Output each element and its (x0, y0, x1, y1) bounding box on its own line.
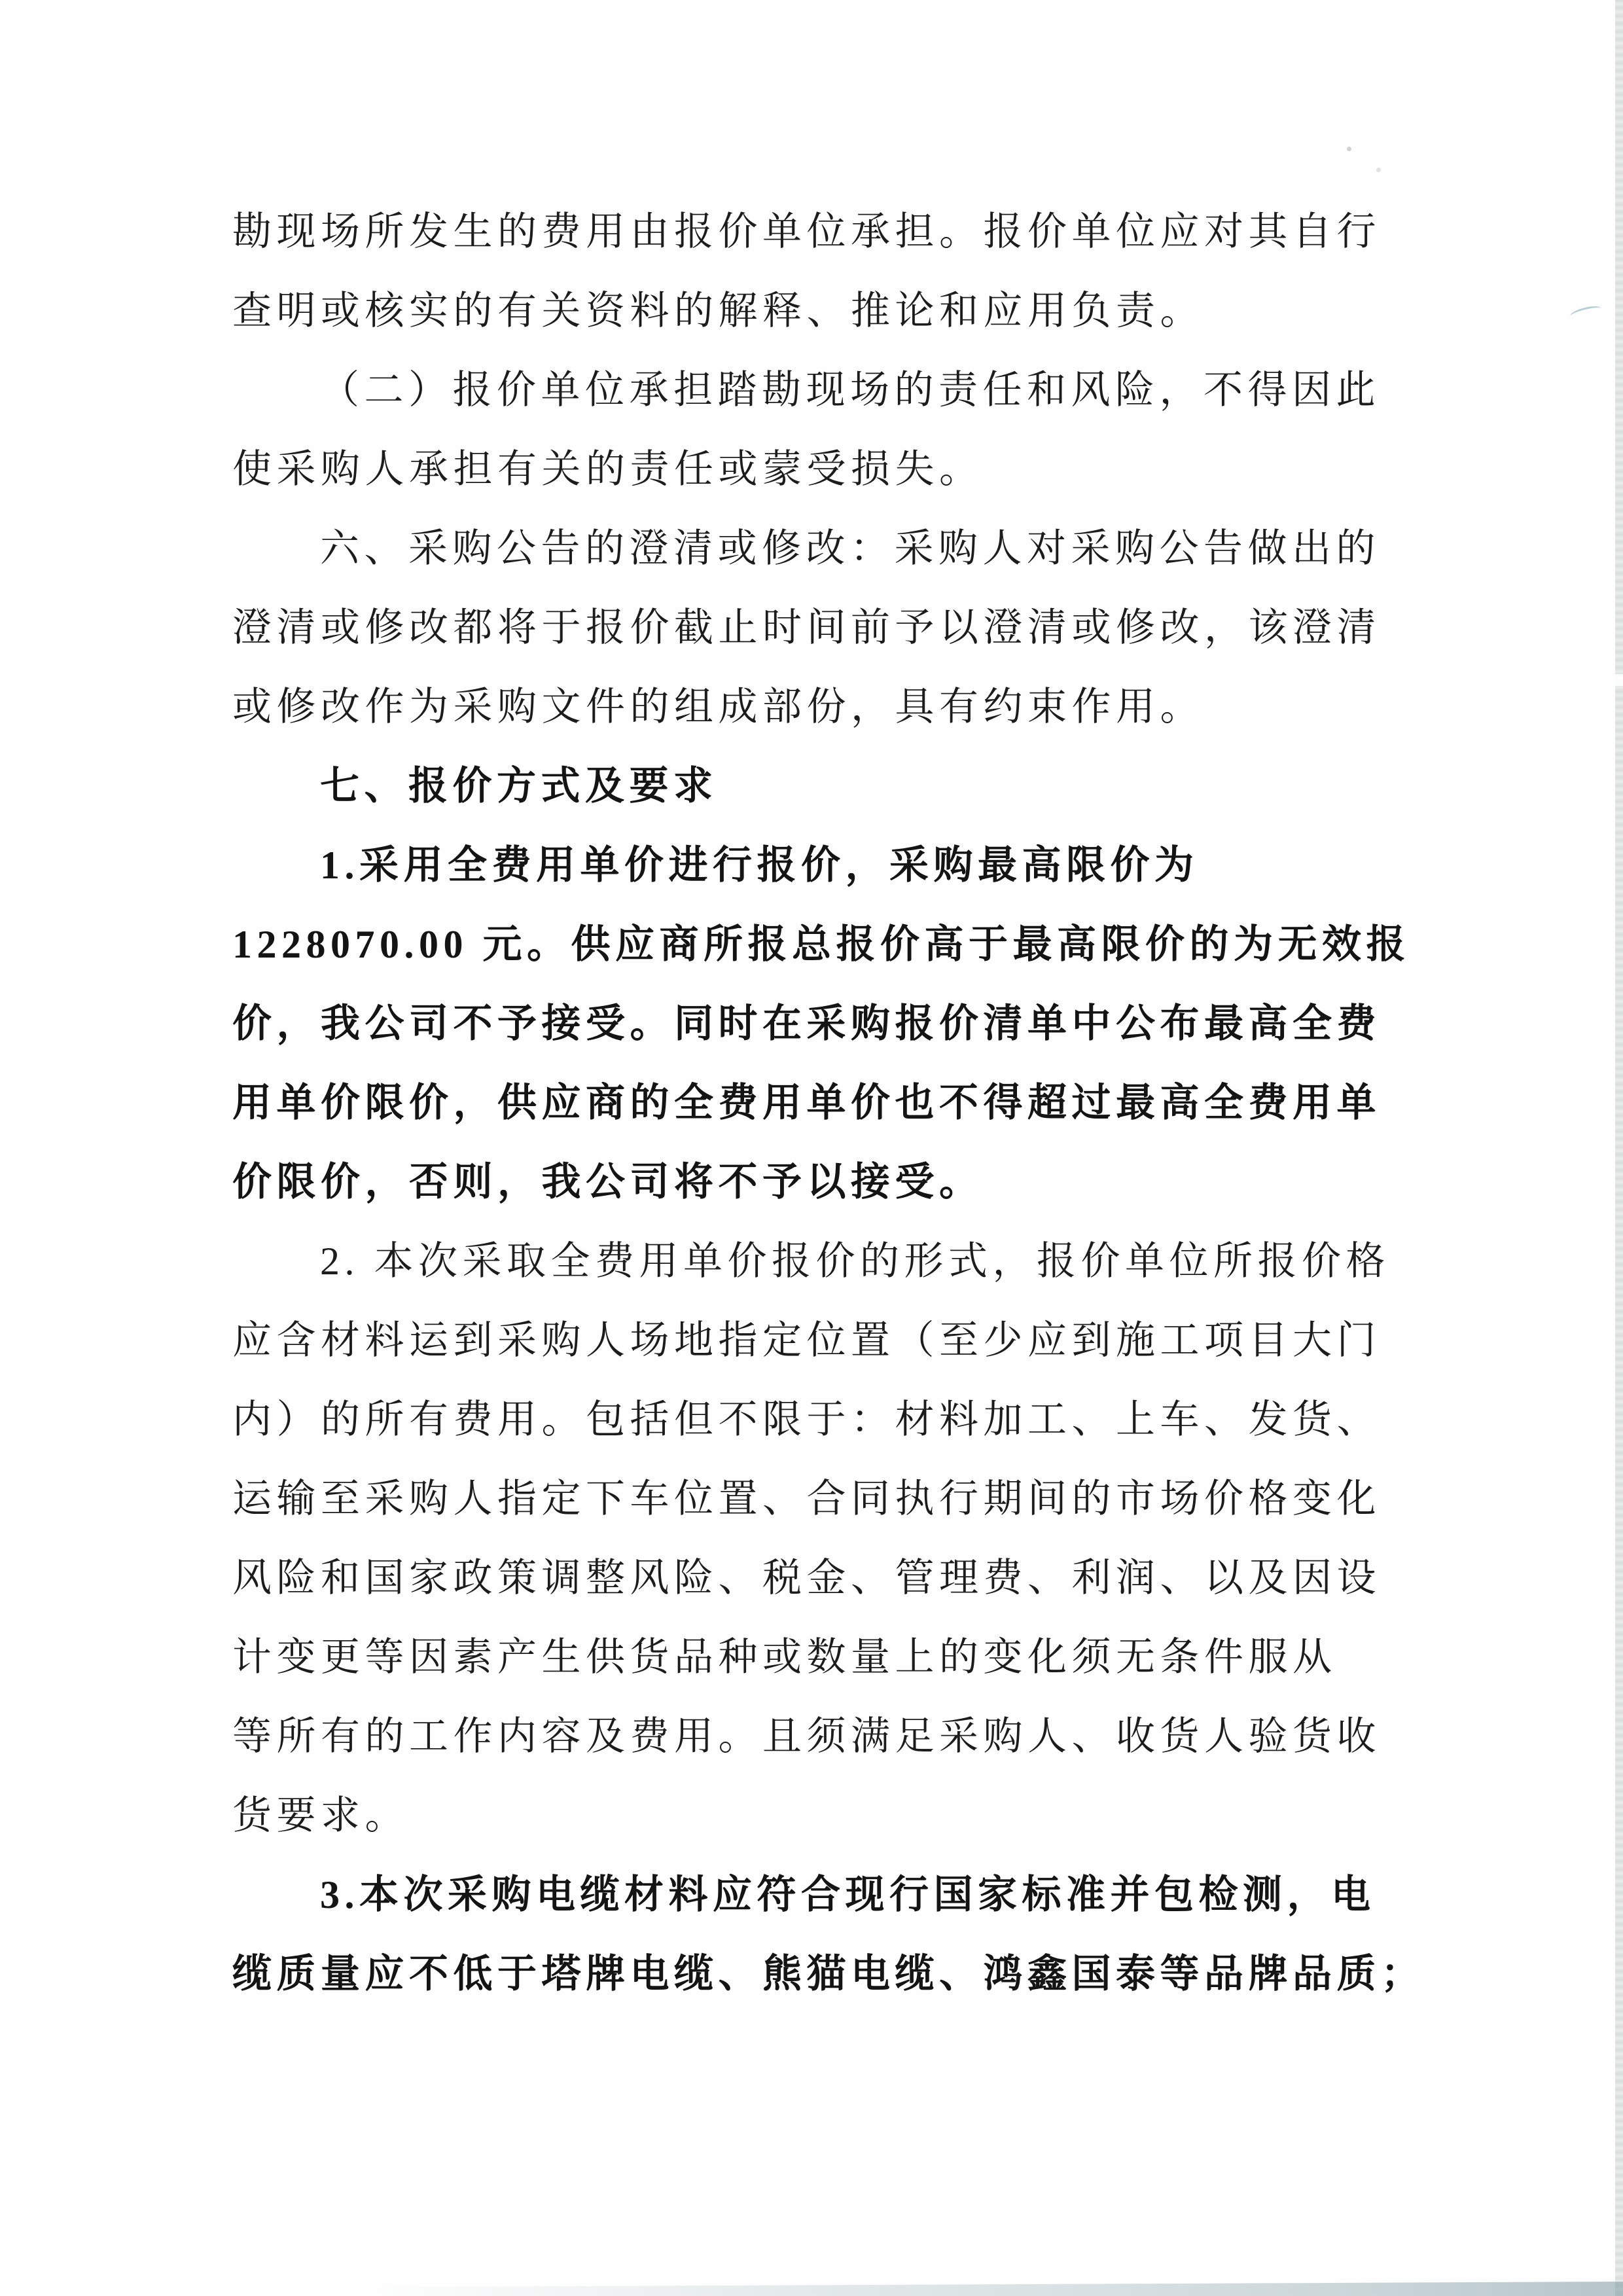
text-line: 货要求。 (232, 1794, 409, 1837)
pen-mark-artifact (1569, 304, 1601, 315)
text-line: 七、报价方式及要求 (320, 764, 718, 808)
text-line: 内）的所有费用。包括但不限于：材料加工、上车、发货、 (232, 1398, 1381, 1441)
text-line: 1.采用全费用单价进行报价，采购最高限价为 (320, 844, 1199, 887)
scan-speck-artifact (1347, 147, 1351, 151)
text-line: 用单价限价，供应商的全费用单价也不得超过最高全费用单 (232, 1081, 1381, 1124)
scan-edge-strip-artifact (1615, 0, 1623, 2296)
text-line: 缆质量应不低于塔牌电缆、熊猫电缆、鸿鑫国泰等品牌品质； (232, 1952, 1425, 1996)
text-line: 风险和国家政策调整风险、税金、管理费、利润、以及因设 (232, 1556, 1381, 1600)
text-line: 查明或核实的有关资料的解释、推论和应用负责。 (232, 289, 1204, 332)
text-line: 或修改作为采购文件的组成部份，具有约束作用。 (232, 685, 1204, 728)
text-line: 1228070.00 元。供应商所报总报价高于最高限价的为无效报 (232, 923, 1410, 966)
text-line: 使采购人承担有关的责任或蒙受损失。 (232, 448, 984, 491)
scan-edge-strip-gap (1615, 674, 1623, 686)
text-line: 应含材料运到采购人场地指定位置（至少应到施工项目大门 (232, 1319, 1381, 1362)
text-line: 价，我公司不予接受。同时在采购报价清单中公布最高全费 (232, 1002, 1381, 1045)
text-line: 计变更等因素产生供货品种或数量上的变化须无条件服从 (232, 1636, 1337, 1679)
text-line: 价限价，否则，我公司将不予以接受。 (232, 1160, 984, 1204)
scan-speck-artifact (1376, 168, 1381, 172)
text-line: 六、采购公告的澄清或修改：采购人对采购公告做出的 (320, 527, 1380, 570)
text-line: 2. 本次采取全费用单价报价的形式，报价单位所报价格 (320, 1240, 1390, 1283)
text-line: 等所有的工作内容及费用。且须满足采购人、收货人验货收 (232, 1715, 1381, 1758)
document-text (232, 192, 1425, 2014)
text-line: 勘现场所发生的费用由报价单位承担。报价单位应对其自行 (232, 210, 1381, 253)
text-line: （二）报价单位承担踏勘现场的责任和风险，不得因此 (320, 368, 1380, 412)
text-line: 澄清或修改都将于报价截止时间前予以澄清或修改，该澄清 (232, 606, 1381, 649)
text-line: 运输至采购人指定下车位置、合同执行期间的市场价格变化 (232, 1477, 1381, 1520)
scan-bottom-smudge-artifact (366, 2282, 1623, 2296)
text-line: 3.本次采购电缆材料应符合现行国家标准并包检测，电 (320, 1873, 1376, 1916)
